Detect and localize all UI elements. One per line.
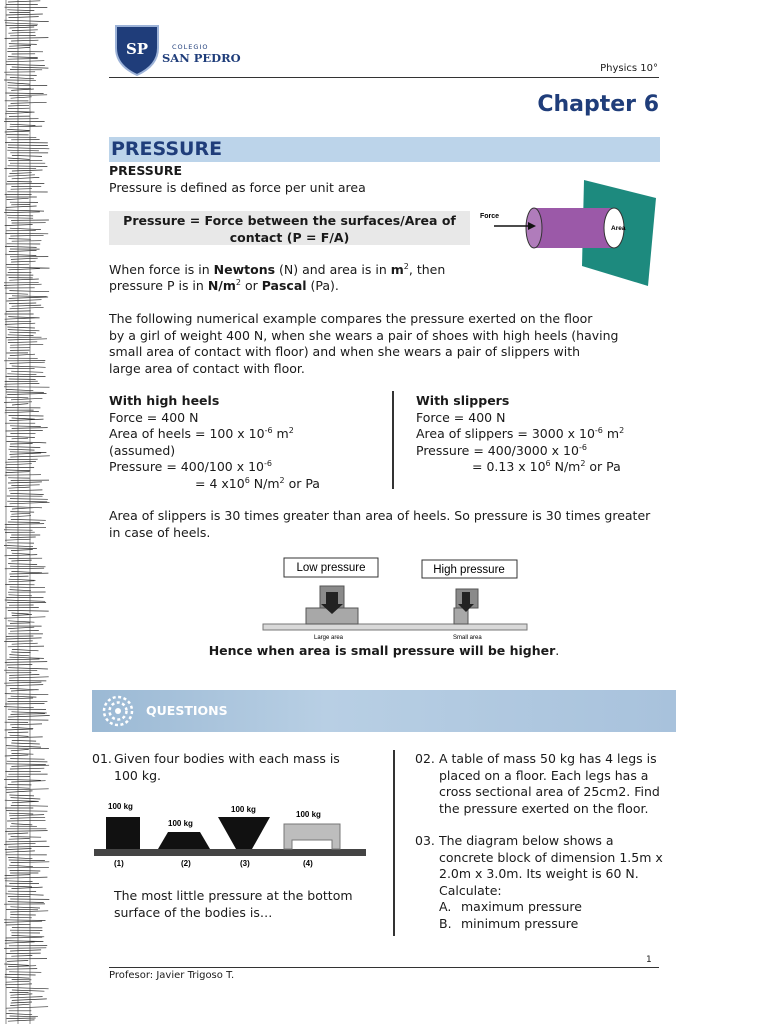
section-banner: [109, 137, 660, 162]
teacher-name: Profesor: Javier Trigoso T.: [109, 970, 235, 981]
question-2: 02. A table of mass 50 kg has 4 legs is placed on a floor. Each legs has a cross sectional area of 25cm2. Find the pressure exerted on the floor.: [415, 751, 660, 816]
mass-label-1: 100 kg: [108, 802, 133, 811]
units-line-2: pressure P is in $N/m^2$ or Pascal (Pa).: [109, 278, 339, 293]
body-2: [158, 832, 210, 849]
column-divider: [392, 391, 394, 489]
pressure-comparison-figure: [260, 556, 530, 642]
body-1: [106, 817, 140, 849]
body-3: [218, 817, 270, 849]
floor-slab: [263, 624, 527, 630]
questions-banner: [92, 690, 676, 732]
formula-line-1: Pressure = Force between the surfaces/Area of: [123, 213, 456, 228]
body-4: [284, 824, 340, 849]
header-rule: [109, 77, 659, 78]
slippers-title: With slippers: [416, 393, 510, 408]
large-area-label: Large area: [314, 635, 344, 641]
units-line-1: When force is in Newtons (N) and area is in $m^2$, then: [109, 262, 446, 277]
school-label-small: COLEGIO: [172, 43, 209, 51]
body-label-3: (3): [240, 859, 250, 868]
high-pressure-label: High pressure: [433, 564, 505, 576]
question-3: 03. The diagram below shows a concrete block of dimension 1.5m x 2.0m x 3.0m. Its weight is 60 N. Calculate: A. maximum pressure B. minimum pressure: [415, 833, 685, 932]
page-margin-decoration: [0, 0, 62, 1024]
slippers-example: With slippers Force = 400 N Area of slippers = 3000 x $10^{-6}$ $m^2$ Pressure = 400/3000 x $10^{-6}$ = 0.13 x $10^6$ $N/m^2$ or Pa: [416, 393, 676, 476]
q3-option-a: A. maximum pressure: [439, 899, 582, 914]
section-heading: PRESSURE: [109, 163, 183, 178]
questions-title: QUESTIONS: [146, 703, 228, 718]
school-crest-logo: [114, 24, 160, 76]
force-label: Force: [480, 213, 500, 220]
cylinder-body: [534, 208, 614, 248]
questions-divider: [393, 750, 395, 936]
ground: [94, 849, 366, 856]
body-label-1: (1): [114, 859, 124, 868]
low-pressure-label: Low pressure: [296, 562, 366, 574]
heels-example: With high heels Force = 400 N Area of heels = 100 x $10^{-6}$ $m^2$ (assumed) Pressure = 400/100 x $10^{-6}$ = 4 $x10^6$ $N/m^2$ or Pa: [109, 393, 389, 492]
spiral-icon: [100, 694, 136, 728]
mass-label-3: 100 kg: [231, 805, 256, 814]
page-number: 1: [646, 955, 652, 965]
section-banner-title: PRESSURE: [111, 138, 223, 160]
formula-line-2: contact (P = F/A): [229, 230, 350, 245]
body-label-2: (2): [181, 859, 191, 868]
area-label: Area: [611, 225, 626, 232]
mass-label-2: 100 kg: [168, 819, 193, 828]
four-bodies-figure: [92, 800, 368, 870]
comparison-paragraph: Area of slippers is 30 times greater than area of heels. So pressure is 30 times greater in case of heels.: [109, 508, 651, 540]
conclusion-text: Hence when area is small pressure will be higher.: [208, 643, 560, 658]
school-name: SAN PEDRO: [162, 51, 241, 65]
footer-rule: [109, 967, 659, 968]
chapter-title: Chapter 6: [537, 92, 659, 117]
heels-title: With high heels: [109, 393, 220, 408]
body-label-4: (4): [303, 859, 313, 868]
q3-option-b: B. minimum pressure: [439, 915, 579, 931]
question-1-answer-prompt: The most little pressure at the bottom surface of the bodies is…: [114, 888, 353, 920]
question-1: 01. Given four bodies with each mass is 100 kg.: [92, 751, 340, 783]
intro-paragraph: The following numerical example compares the pressure exerted on the floor by a girl of weight 400 N, when she wears a pair of shoes with high heels (having small area of contact with floor) and when she wears a pair of slippers with large area of contact with floor.: [109, 311, 619, 376]
force-area-diagram: [478, 180, 658, 286]
definition-text: Pressure is defined as force per unit area: [109, 180, 366, 195]
formula-box: [109, 211, 470, 245]
subject-label: Physics 10°: [600, 63, 658, 74]
small-area-label: Small area: [453, 635, 482, 641]
mass-label-4: 100 kg: [296, 810, 321, 819]
logo-monogram: SP: [125, 40, 149, 58]
